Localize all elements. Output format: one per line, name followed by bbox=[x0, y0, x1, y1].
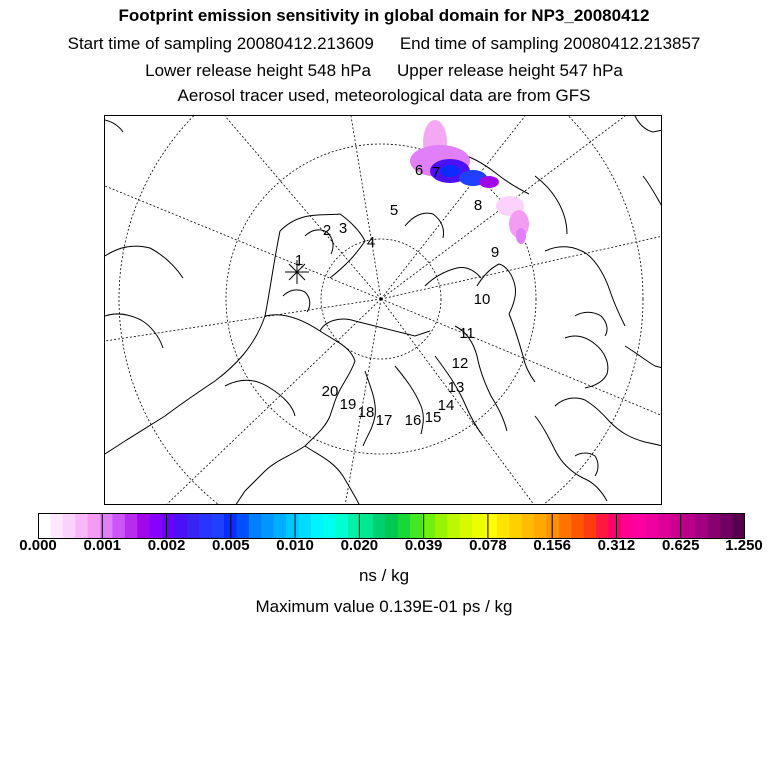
map-graticule bbox=[105, 116, 662, 505]
colorbar-cell bbox=[708, 513, 721, 539]
sampling-times bbox=[0, 34, 768, 54]
colorbar-tick-label: 0.078 bbox=[469, 537, 507, 554]
colorbar bbox=[38, 513, 745, 539]
colorbar-tick-label: 0.005 bbox=[212, 537, 250, 554]
colorbar-cell bbox=[63, 513, 76, 539]
colorbar-cell bbox=[286, 513, 299, 539]
trajectory-label-12: 12 bbox=[451, 355, 469, 372]
colorbar-cell bbox=[695, 513, 708, 539]
colorbar-tick-label: 0.001 bbox=[83, 537, 122, 554]
colorbar-cell bbox=[50, 513, 63, 539]
colorbar-cell bbox=[38, 513, 51, 539]
trajectory-label-8: 8 bbox=[473, 197, 483, 214]
map-canvas bbox=[105, 116, 662, 505]
maximum-value: Maximum value 0.139E-01 ps / kg bbox=[255, 597, 513, 616]
colorbar-cell bbox=[547, 513, 560, 539]
colorbar-cell bbox=[274, 513, 287, 539]
trajectory-label-6: 6 bbox=[414, 162, 424, 179]
colorbar-tick-label: 0.039 bbox=[404, 537, 443, 554]
colorbar-cell bbox=[646, 513, 659, 539]
colorbar-cell bbox=[212, 513, 225, 539]
colorbar-cell bbox=[435, 513, 448, 539]
colorbar-cell bbox=[311, 513, 324, 539]
colorbar-cell bbox=[596, 513, 609, 539]
colorbar-cell bbox=[460, 513, 473, 539]
trajectory-label-13: 13 bbox=[447, 379, 465, 396]
colorbar-cell bbox=[671, 513, 684, 539]
start-time-label: Start time of sampling 20080412.213609 bbox=[67, 34, 374, 53]
colorbar-cell bbox=[385, 513, 398, 539]
colorbar-tick-label: 0.010 bbox=[276, 537, 314, 554]
trajectory-label-20: 20 bbox=[321, 383, 339, 400]
colorbar-cell bbox=[373, 513, 386, 539]
colorbar-cell bbox=[485, 513, 498, 539]
trajectory-label-15: 15 bbox=[424, 409, 442, 426]
colorbar-cell bbox=[522, 513, 535, 539]
polar-map bbox=[104, 115, 662, 505]
colorbar-cell bbox=[621, 513, 634, 539]
colorbar-cell bbox=[720, 513, 733, 539]
colorbar-cell bbox=[733, 513, 745, 539]
colorbar-cell bbox=[398, 513, 411, 539]
colorbar-cell bbox=[162, 513, 175, 539]
colorbar-tick-label: 0.020 bbox=[340, 537, 379, 554]
trajectory-label-3: 3 bbox=[338, 220, 348, 237]
trajectory-label-14: 14 bbox=[437, 397, 455, 414]
colorbar-tick-label: 0.002 bbox=[147, 537, 186, 554]
colorbar-cell bbox=[683, 513, 696, 539]
upper-height-label: Upper release height 547 hPa bbox=[397, 61, 623, 80]
colorbar-cell bbox=[658, 513, 671, 539]
colorbar-cell bbox=[298, 513, 311, 539]
colorbar-cell bbox=[423, 513, 436, 539]
colorbar-cell bbox=[323, 513, 336, 539]
colorbar-cell bbox=[534, 513, 547, 539]
colorbar-cell bbox=[174, 513, 187, 539]
trajectory-label-7: 7 bbox=[431, 164, 441, 181]
trajectory-label-1: 1 bbox=[294, 252, 304, 269]
trajectory-label-11: 11 bbox=[459, 325, 475, 342]
colorbar-cell bbox=[187, 513, 200, 539]
colorbar-cell bbox=[609, 513, 622, 539]
colorbar-cell bbox=[137, 513, 150, 539]
colorbar-cell bbox=[497, 513, 510, 539]
trajectory-label-10: 10 bbox=[473, 291, 491, 308]
chart-title: Footprint emission sensitivity in global domain for NP3_20080412 bbox=[118, 6, 650, 25]
colorbar-cell bbox=[447, 513, 460, 539]
colorbar-cell bbox=[199, 513, 212, 539]
colorbar-cell bbox=[150, 513, 163, 539]
colorbar-cell bbox=[360, 513, 373, 539]
trajectory-label-2: 2 bbox=[322, 222, 332, 239]
colorbar-cell bbox=[88, 513, 101, 539]
colorbar-tick-label: 0.000 bbox=[19, 537, 57, 554]
end-time-label: End time of sampling 20080412.213857 bbox=[399, 34, 701, 53]
colorbar-tick-label: 0.156 bbox=[533, 537, 571, 554]
trajectory-label-16: 16 bbox=[404, 412, 422, 429]
colorbar-cell bbox=[112, 513, 125, 539]
colorbar-cell bbox=[410, 513, 423, 539]
colorbar-cell bbox=[559, 513, 572, 539]
colorbar-cell bbox=[633, 513, 646, 539]
trajectory-label-18: 18 bbox=[357, 404, 375, 421]
colorbar-cell bbox=[509, 513, 522, 539]
colorbar-cell bbox=[236, 513, 249, 539]
coastlines bbox=[105, 116, 662, 505]
trajectory-label-17: 17 bbox=[375, 412, 393, 429]
colorbar-unit: ns / kg bbox=[358, 566, 410, 585]
colorbar-cell bbox=[584, 513, 597, 539]
colorbar-cell bbox=[261, 513, 274, 539]
trajectory-label-4: 4 bbox=[366, 234, 376, 251]
trajectory-label-9: 9 bbox=[490, 244, 500, 261]
colorbar-cell bbox=[125, 513, 138, 539]
colorbar-tick-label: 1.250 bbox=[725, 537, 763, 554]
trajectory-label-5: 5 bbox=[389, 202, 399, 219]
colorbar-cell bbox=[249, 513, 262, 539]
colorbar-tick-label: 0.625 bbox=[661, 537, 700, 554]
colorbar-cell bbox=[75, 513, 88, 539]
colorbar-cell bbox=[571, 513, 584, 539]
trajectory-label-19: 19 bbox=[339, 396, 357, 413]
lower-height-label: Lower release height 548 hPa bbox=[145, 61, 371, 80]
tracer-note: Aerosol tracer used, meteorological data are from GFS bbox=[177, 86, 591, 105]
colorbar-tick-label: 0.312 bbox=[597, 537, 636, 554]
colorbar-cell bbox=[472, 513, 485, 539]
release-heights bbox=[0, 61, 768, 81]
colorbar-ticks bbox=[0, 537, 768, 557]
footprint-plume bbox=[410, 120, 529, 244]
colorbar-cell bbox=[336, 513, 349, 539]
